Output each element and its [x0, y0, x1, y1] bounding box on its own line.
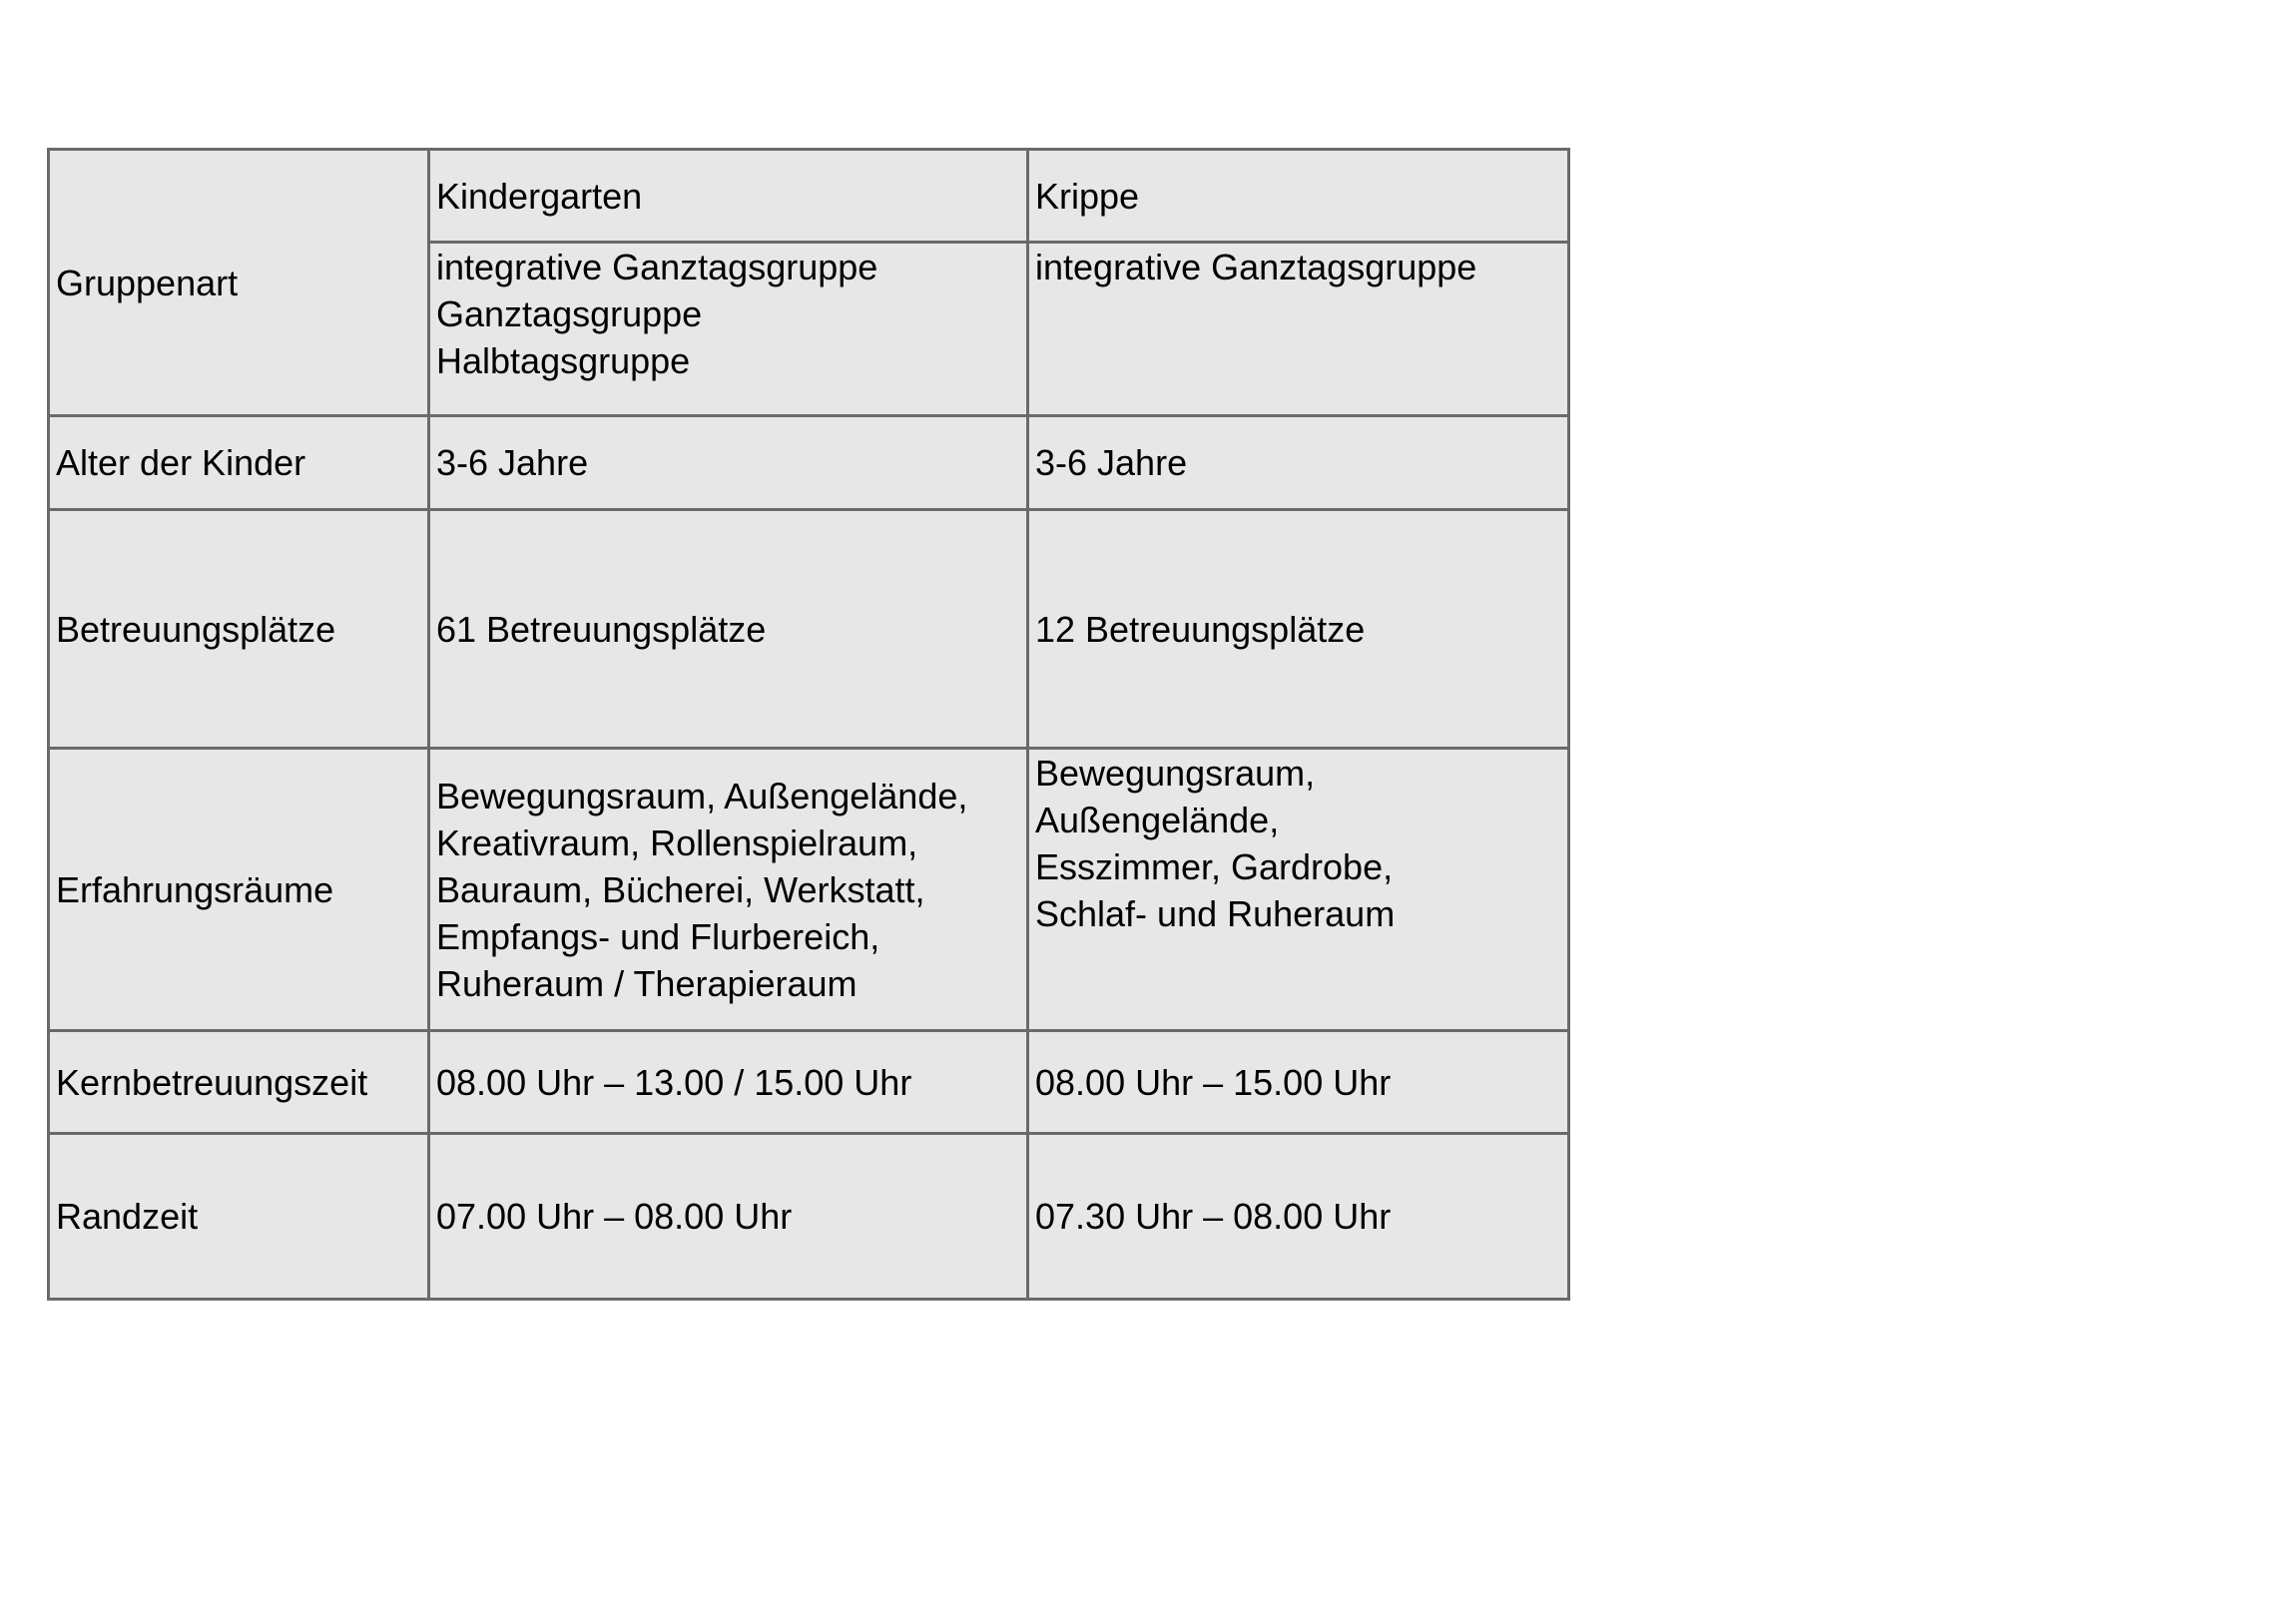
cell-randzeit-kindergarten: 07.00 Uhr – 08.00 Uhr: [429, 1134, 1028, 1300]
cell-kernzeit-krippe: 08.00 Uhr – 15.00 Uhr: [1028, 1031, 1569, 1134]
group-type-line: Ganztagsgruppe: [436, 293, 703, 334]
column-header-kindergarten: Kindergarten: [429, 150, 1028, 243]
group-type-line: integrative Ganztagsgruppe: [436, 247, 878, 287]
room-line: Bewegungsraum, Außengelände,: [436, 775, 968, 816]
cell-plaetze-krippe: 12 Betreuungsplätze: [1028, 510, 1569, 749]
cell-gruppenart-krippe: [1028, 243, 1569, 416]
cell-alter-kindergarten: 3-6 Jahre: [429, 416, 1028, 510]
room-line: Kreativraum, Rollenspielraum,: [436, 821, 918, 863]
row-label-raeume: Erfahrungsräume: [49, 749, 429, 1031]
row-label-gruppenart: Gruppenart: [49, 150, 429, 416]
row-label-kernzeit: Kernbetreuungszeit: [49, 1031, 429, 1134]
column-header-krippe: Krippe: [1028, 150, 1569, 243]
room-line: Bauraum, Bücherei, Werkstatt,: [436, 868, 925, 910]
cell-gruppenart-kindergarten: [429, 243, 1028, 416]
table-row: [49, 1134, 1569, 1300]
room-line: Bewegungsraum,: [1035, 753, 1316, 794]
table-row: [49, 416, 1569, 510]
cell-plaetze-kindergarten: 61 Betreuungsplätze: [429, 510, 1028, 749]
group-type-line: Halbtagsgruppe: [436, 340, 691, 381]
room-line: Schlaf- und Ruheraum: [1035, 893, 1396, 934]
table-row: [49, 150, 1569, 243]
table-row: [49, 510, 1569, 749]
cell-raeume-krippe: [1028, 749, 1569, 1031]
room-line: Ruheraum / Therapieraum: [436, 962, 858, 1004]
row-label-randzeit: Randzeit: [49, 1134, 429, 1300]
table-row: [49, 749, 1569, 1031]
room-line: Empfangs- und Flurbereich,: [436, 915, 880, 957]
cell-alter-krippe: 3-6 Jahre: [1028, 416, 1569, 510]
cell-randzeit-krippe: 07.30 Uhr – 08.00 Uhr: [1028, 1134, 1569, 1300]
room-line: Esszimmer, Gardrobe,: [1035, 846, 1394, 887]
room-line: Außengelände,: [1035, 800, 1280, 840]
cell-kernzeit-kindergarten: 08.00 Uhr – 13.00 / 15.00 Uhr: [429, 1031, 1028, 1134]
table-row: [49, 1031, 1569, 1134]
row-label-plaetze: Betreuungsplätze: [49, 510, 429, 749]
kita-info-table: [47, 148, 1570, 1301]
row-label-alter: Alter der Kinder: [49, 416, 429, 510]
group-type-line: integrative Ganztagsgruppe: [1035, 247, 1477, 287]
cell-raeume-kindergarten: [429, 749, 1028, 1031]
